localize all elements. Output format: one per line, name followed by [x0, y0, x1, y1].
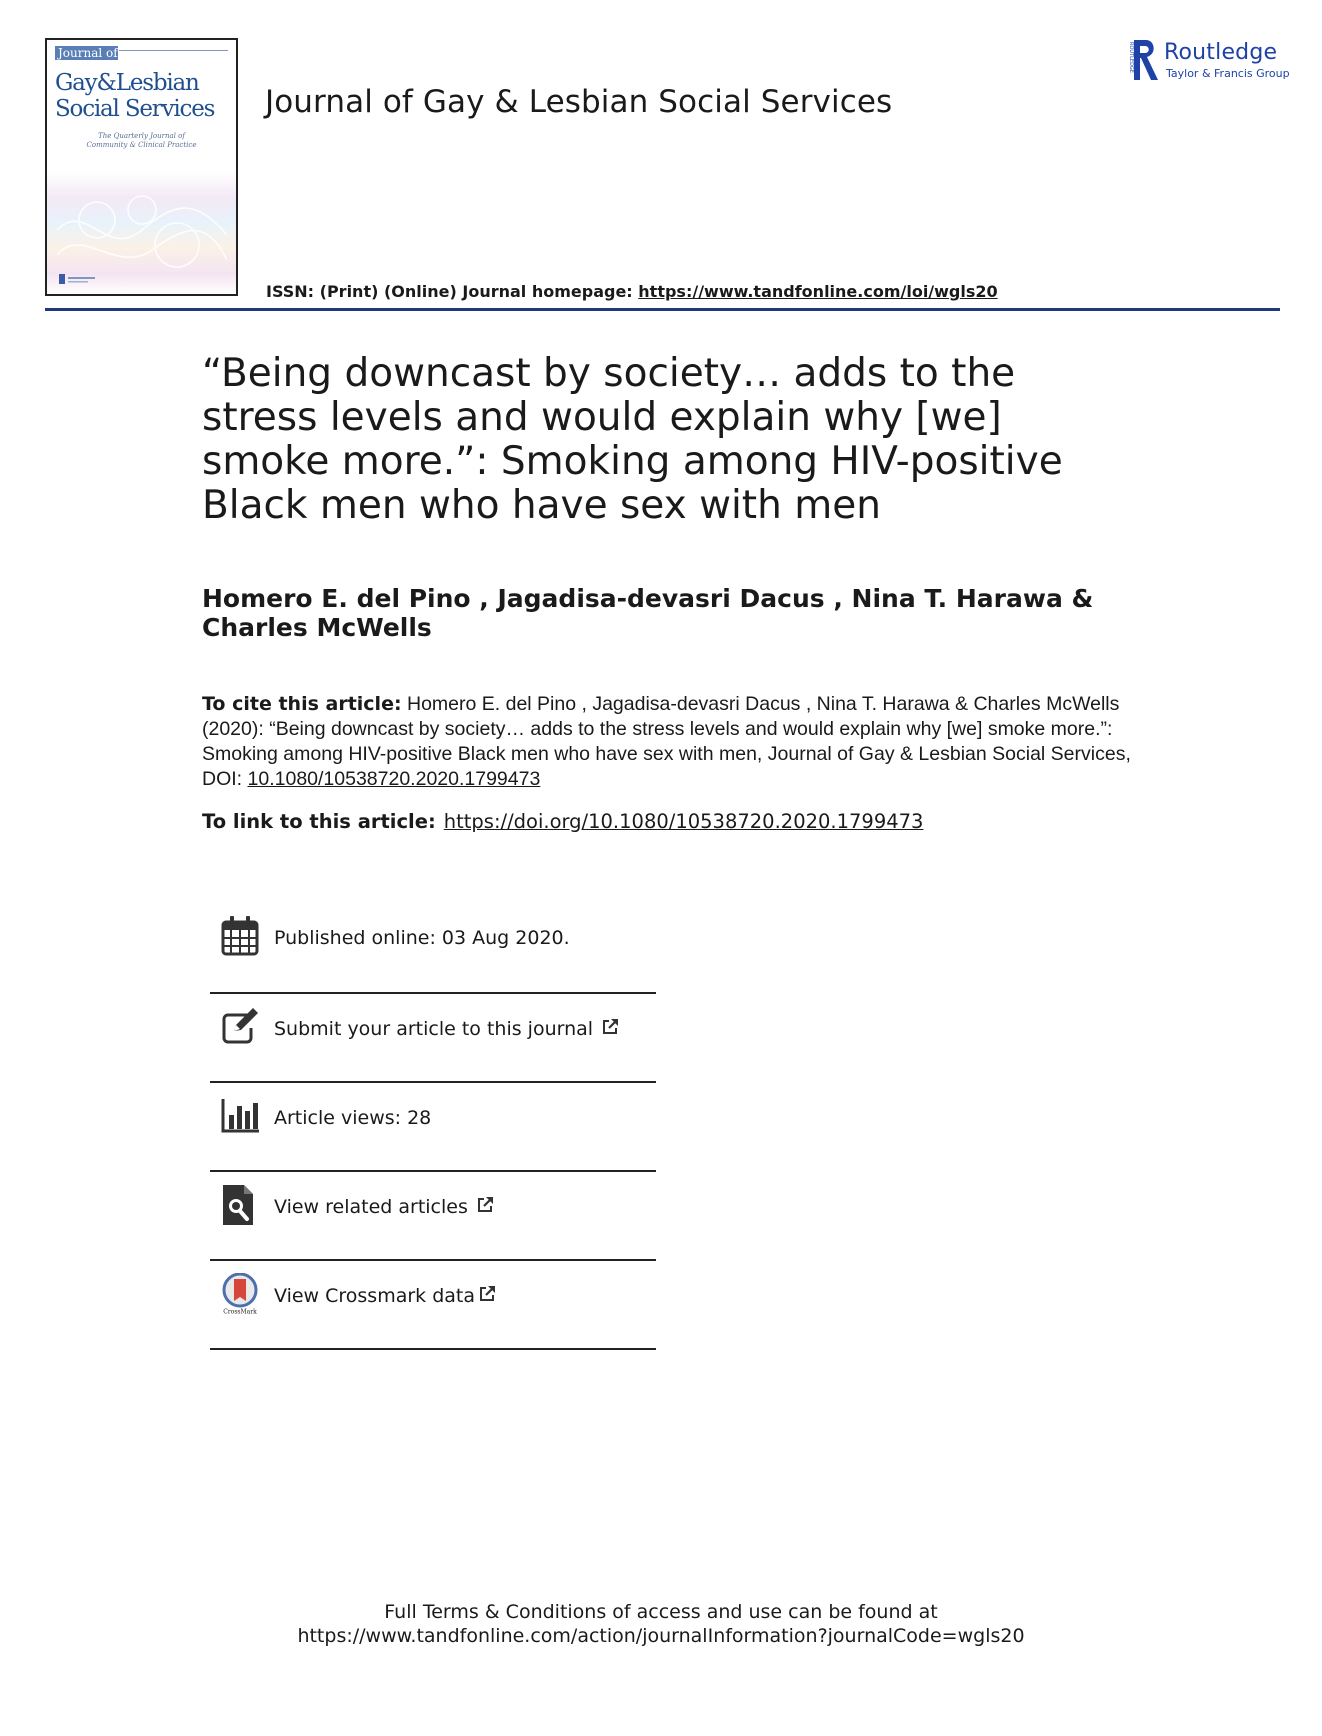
cover-subtitle — [47, 132, 236, 150]
cover-title — [55, 70, 214, 122]
publisher-name: Routledge — [1164, 40, 1278, 65]
citation-label: To cite this article: — [202, 693, 402, 715]
journal-cover-image — [45, 38, 238, 296]
edit-icon — [220, 1006, 260, 1048]
article-link-line — [202, 810, 923, 833]
related-articles-label: View related articles — [274, 1196, 468, 1218]
cover-subtitle-line-1: The Quarterly Journal of — [98, 132, 185, 140]
published-online-text: Published online: 03 Aug 2020. — [274, 927, 570, 949]
routledge-r-icon — [1128, 38, 1160, 84]
crossmark-link[interactable] — [274, 1285, 496, 1307]
citation-doi-link[interactable]: 10.1080/10538720.2020.1799473 — [247, 768, 541, 790]
article-views-text: Article views: 28 — [274, 1107, 432, 1129]
crossmark-icon — [220, 1273, 260, 1315]
article-title: “Being downcast by society… adds to the stress levels and would explain why [we] smoke more.”: Smoking among HIV-positive Black men who have sex with men — [202, 351, 1063, 528]
bar-chart-icon — [220, 1095, 260, 1137]
search-document-icon — [220, 1184, 260, 1226]
cover-title-line-2: Social Services — [55, 96, 215, 122]
routledge-logo[interactable] — [1128, 38, 1290, 84]
external-link-icon — [601, 1018, 619, 1036]
routledge-vertical-text: ROUTLEDGE — [1128, 42, 1134, 73]
external-link-icon — [476, 1196, 494, 1214]
cover-publisher-logo — [59, 274, 95, 284]
external-link-icon — [478, 1285, 496, 1303]
article-doi-url-link[interactable]: https://doi.org/10.1080/10538720.2020.1799473 — [443, 810, 924, 833]
journal-title: Journal of Gay & Lesbian Social Services — [265, 84, 893, 120]
submit-article-link[interactable] — [274, 1018, 619, 1040]
crossmark-caption: CrossMark — [223, 1308, 257, 1315]
crossmark-label: View Crossmark data — [274, 1285, 476, 1307]
cover-band: Journal of — [55, 46, 118, 60]
related-articles-row[interactable] — [210, 1172, 656, 1261]
citation-block — [202, 692, 1142, 792]
terms-footer — [0, 1600, 1322, 1648]
cover-title-line-1: Gay&Lesbian — [55, 70, 199, 96]
publisher-group: Taylor & Francis Group — [1166, 67, 1290, 80]
issn-line — [266, 282, 998, 301]
article-info-list — [210, 905, 656, 1350]
related-articles-link[interactable] — [274, 1196, 494, 1218]
article-link-label: To link to this article: — [202, 810, 436, 833]
cover-subtitle-line-2: Community & Clinical Practice — [86, 141, 197, 149]
header-divider — [45, 308, 1280, 311]
article-authors: Homero E. del Pino , Jagadisa-devasri Dacus , Nina T. Harawa & Charles McWells — [202, 584, 1094, 642]
published-online-row — [210, 905, 656, 994]
terms-url[interactable]: https://www.tandfonline.com/action/journalInformation?journalCode=wgls20 — [297, 1625, 1025, 1647]
submit-article-label: Submit your article to this journal — [274, 1018, 594, 1040]
terms-line: Full Terms & Conditions of access and use can be found at — [384, 1601, 938, 1623]
cover-swirl-pattern — [57, 190, 227, 275]
cover-rule — [119, 50, 228, 55]
article-views-row — [210, 1083, 656, 1172]
submit-article-row[interactable] — [210, 994, 656, 1083]
issn-text: ISSN: (Print) (Online) Journal homepage: — [266, 282, 639, 301]
crossmark-row[interactable] — [210, 1261, 656, 1350]
journal-homepage-link[interactable]: https://www.tandfonline.com/loi/wgls20 — [638, 282, 998, 301]
calendar-icon — [220, 915, 260, 957]
citation-text: Homero E. del Pino , Jagadisa-devasri Dacus , Nina T. Harawa & Charles McWells (2020): “Being downcast by society… adds to the stress levels and would explain why [we] smoke more.”: Smoking among HIV-positive Black men who have sex with men, Journal of Gay & Lesbian Social Services, DOI: — [202, 693, 1131, 790]
